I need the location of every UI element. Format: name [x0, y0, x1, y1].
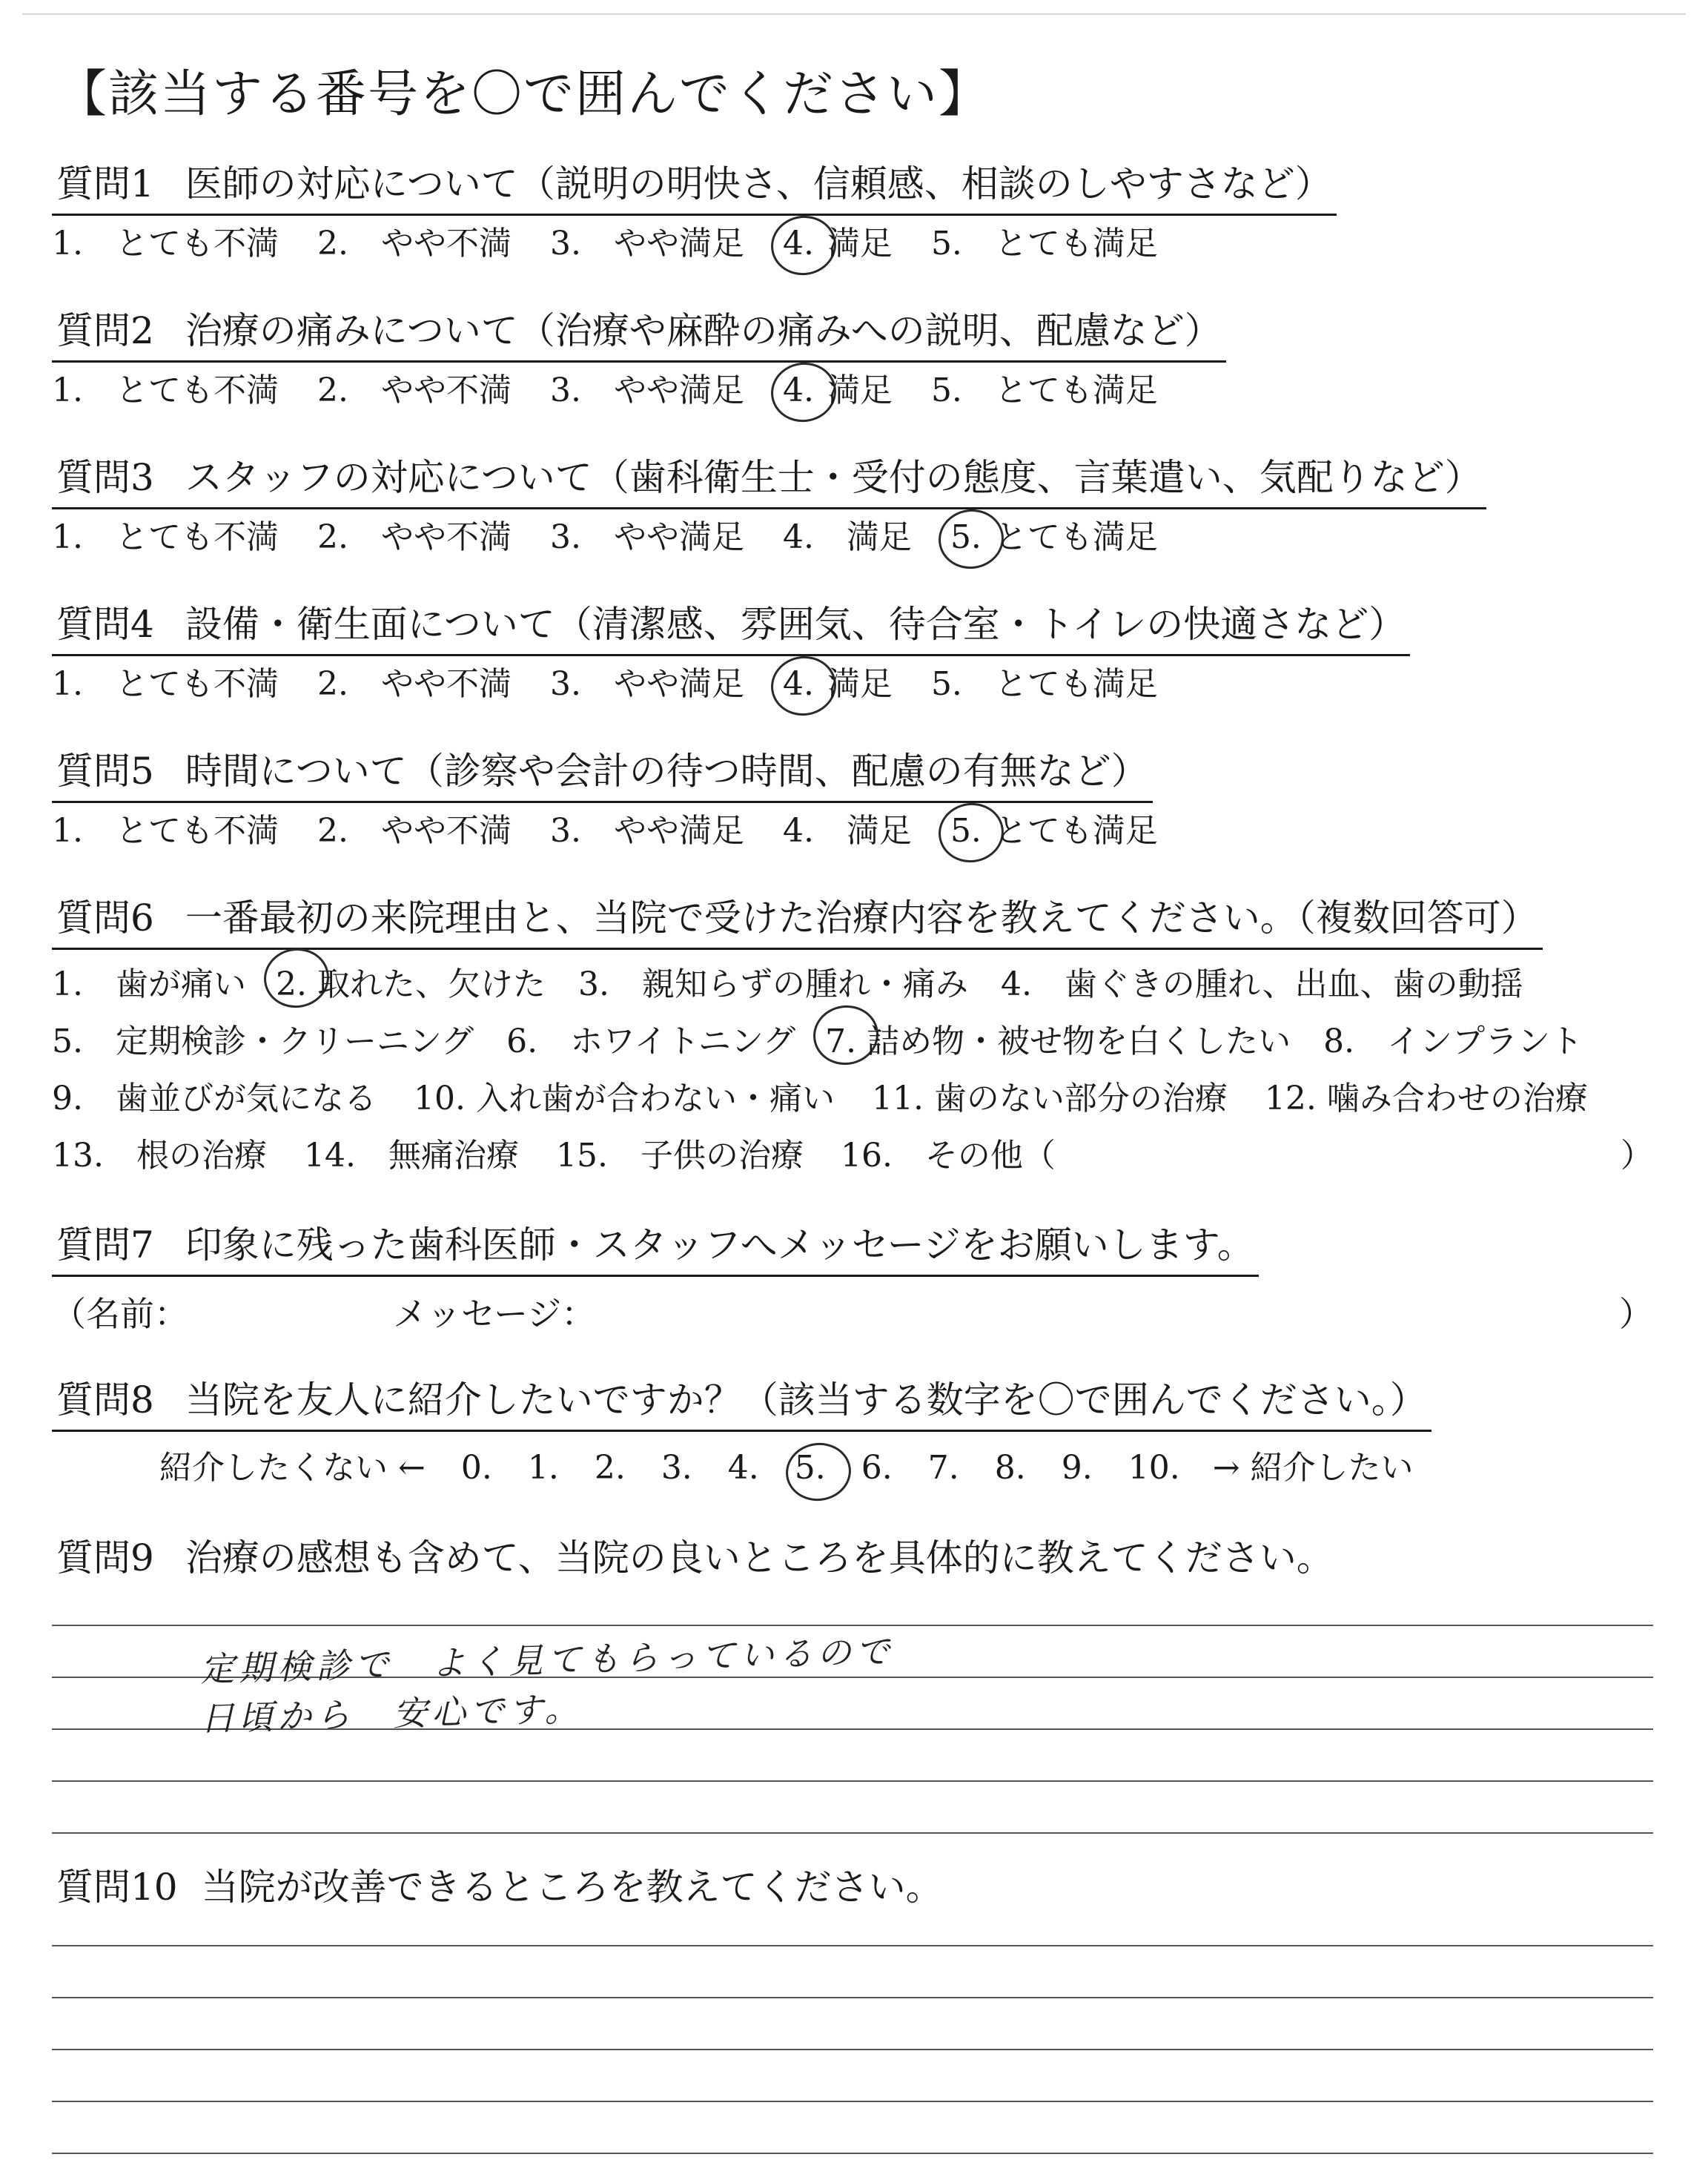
- scale-4[interactable]: 4.: [727, 1449, 759, 1487]
- option-2[interactable]: 2. やや不満: [317, 665, 512, 703]
- question-8-number: 質問8: [56, 1378, 154, 1421]
- question-6-heading: [52, 896, 1543, 950]
- question-2-number: 質問2: [56, 309, 154, 352]
- question-4-number: 質問4: [56, 603, 154, 646]
- question-4: [52, 558, 1653, 704]
- scale-3[interactable]: 3.: [661, 1449, 692, 1487]
- option-4-circled[interactable]: 4.: [782, 225, 814, 262]
- option-3[interactable]: 3. やや満足: [549, 371, 744, 409]
- answer-line: [52, 1998, 1653, 2050]
- question-4-text: 設備・衛生面について（清潔感、雰囲気、待合室・トイレの快適さなど）: [185, 603, 1406, 646]
- option-4-label[interactable]: 満足: [827, 665, 893, 703]
- reason-3[interactable]: 3. 親知らずの腫れ・痛み: [577, 965, 968, 1003]
- scale-9[interactable]: 9.: [1061, 1449, 1093, 1487]
- answer-line: [52, 1924, 1653, 1946]
- option-4-circled[interactable]: 4.: [782, 371, 814, 409]
- question-2: [52, 264, 1653, 411]
- handwritten-answer-line-1: 定期検診で よく見てもらっているので: [199, 1631, 895, 1690]
- scale-2[interactable]: 2.: [594, 1449, 626, 1487]
- option-4-label[interactable]: 満足: [827, 225, 893, 262]
- scale-1[interactable]: 1.: [527, 1449, 559, 1487]
- question-6-row-3: [52, 1070, 1653, 1127]
- question-10: [52, 1834, 1653, 2154]
- question-7-text: 印象に残った歯科医師・スタッフへメッセージをお願いします。: [185, 1223, 1254, 1266]
- question-10-answer-area[interactable]: [52, 1924, 1653, 2154]
- option-5[interactable]: 5. とても満足: [930, 665, 1158, 703]
- scale-8[interactable]: 8.: [994, 1449, 1026, 1487]
- question-8-text: 当院を友人に紹介したいですか？（該当する数字を〇で囲んでください。）: [185, 1378, 1427, 1421]
- option-5-label[interactable]: とても満足: [994, 518, 1158, 556]
- question-4-heading: [52, 602, 1410, 656]
- reason-8[interactable]: 8. インプラント: [1323, 1023, 1583, 1060]
- option-1[interactable]: 1. とても不満: [52, 225, 279, 262]
- option-3[interactable]: 3. やや満足: [549, 812, 744, 850]
- handwritten-answer-line-2: 日頃から 安心です。: [199, 1688, 584, 1739]
- question-2-options: [52, 370, 1653, 411]
- question-1-options: [52, 223, 1653, 264]
- reason-16-other[interactable]: 16. その他（: [840, 1137, 1056, 1175]
- reason-16-close-paren: ）: [1621, 1137, 1653, 1175]
- question-2-heading: [52, 308, 1226, 363]
- option-5[interactable]: 5. とても満足: [930, 225, 1158, 262]
- option-5-circled[interactable]: 5.: [950, 518, 982, 556]
- question-6-row-2: [52, 1013, 1653, 1070]
- question-2-text: 治療の痛みについて（治療や麻酔の痛みへの説明、配慮など）: [185, 309, 1222, 352]
- question-9-number: 質問9: [56, 1536, 154, 1579]
- question-7-number: 質問7: [56, 1223, 154, 1266]
- question-5-text: 時間について（診察や会計の待つ時間、配慮の有無など）: [185, 750, 1148, 793]
- question-5-heading: [52, 749, 1153, 803]
- question-10-heading: [52, 1865, 947, 1917]
- option-5[interactable]: 5. とても満足: [930, 371, 1158, 409]
- scale-7[interactable]: 7.: [927, 1449, 959, 1487]
- option-4[interactable]: 4. 満足: [782, 812, 912, 850]
- question-1: [52, 120, 1653, 264]
- question-6-text: 一番最初の来院理由と、当院で受けた治療内容を教えてください。（複数回答可）: [185, 896, 1538, 939]
- option-1[interactable]: 1. とても不満: [52, 371, 279, 409]
- option-2[interactable]: 2. やや不満: [317, 812, 512, 850]
- option-2[interactable]: 2. やや不満: [317, 371, 512, 409]
- question-6-row-1: [52, 956, 1653, 1013]
- question-6-row-4: [52, 1127, 1653, 1184]
- question-5-options: [52, 810, 1653, 851]
- reason-11[interactable]: 11. 歯のない部分の治療: [871, 1080, 1228, 1117]
- question-9-heading: [52, 1536, 1338, 1588]
- reason-13[interactable]: 13. 根の治療: [52, 1137, 267, 1175]
- reason-14[interactable]: 14. 無痛治療: [303, 1137, 519, 1175]
- question-3: [52, 411, 1653, 558]
- answer-line: [52, 2102, 1653, 2154]
- message-field-label[interactable]: メッセージ：: [393, 1294, 596, 1334]
- top-rule: [22, 13, 1686, 15]
- scale-10[interactable]: 10.: [1128, 1449, 1180, 1487]
- question-9-text: 治療の感想も含めて、当院の良いところを具体的に教えてください。: [185, 1536, 1334, 1579]
- option-3[interactable]: 3. やや満足: [549, 518, 744, 556]
- question-3-heading: [52, 455, 1486, 509]
- reason-6[interactable]: 6. ホワイトニング: [506, 1023, 796, 1060]
- scale-5-circled[interactable]: 5.: [794, 1449, 826, 1487]
- option-3[interactable]: 3. やや満足: [549, 225, 744, 262]
- question-7: [52, 1184, 1653, 1336]
- question-6-number: 質問6: [56, 896, 154, 939]
- question-6-options: [52, 956, 1653, 1184]
- question-1-text: 医師の対応について（説明の明快さ、信頼感、相談のしやすさなど）: [185, 162, 1332, 205]
- survey-form: [52, 44, 1653, 2154]
- reason-10[interactable]: 10. 入れ歯が合わない・痛い: [413, 1080, 835, 1117]
- option-5-circled[interactable]: 5.: [950, 812, 982, 850]
- question-1-number: 質問1: [56, 162, 154, 205]
- question-5: [52, 704, 1653, 851]
- option-4[interactable]: 4. 満足: [782, 518, 912, 556]
- question-6: [52, 851, 1653, 1184]
- name-field-label[interactable]: （名前：: [52, 1294, 188, 1334]
- question-3-number: 質問3: [56, 456, 154, 499]
- scale-left-label: 紹介したくない ←: [159, 1449, 426, 1487]
- recommend-scale: [159, 1441, 1653, 1488]
- question-9-answer-area[interactable]: [52, 1595, 1653, 1834]
- option-3[interactable]: 3. やや満足: [549, 665, 744, 703]
- reason-5[interactable]: 5. 定期検診・クリーニング: [52, 1023, 474, 1060]
- reason-2-circled[interactable]: 2.: [276, 956, 307, 1013]
- scale-6[interactable]: 6.: [861, 1449, 893, 1487]
- question-8-heading: [52, 1378, 1431, 1432]
- message-close-paren: ）: [1619, 1294, 1653, 1334]
- question-3-options: [52, 517, 1653, 558]
- question-7-fields: [52, 1287, 1653, 1336]
- form-title: 【該当する番号を〇で囲んでください】: [56, 65, 991, 124]
- reason-7-circled[interactable]: 7.: [825, 1013, 856, 1070]
- question-8: [52, 1336, 1653, 1488]
- option-2[interactable]: 2. やや不満: [317, 225, 512, 262]
- option-5-label[interactable]: とても満足: [994, 812, 1158, 850]
- option-2[interactable]: 2. やや不満: [317, 518, 512, 556]
- question-1-heading: [52, 162, 1337, 216]
- question-4-options: [52, 664, 1653, 704]
- option-1[interactable]: 1. とても不満: [52, 518, 279, 556]
- question-9: [52, 1488, 1653, 1834]
- option-4-label[interactable]: 満足: [827, 371, 893, 409]
- reason-7-label[interactable]: 詰め物・被せ物を白くしたい: [867, 1023, 1291, 1060]
- option-1[interactable]: 1. とても不満: [52, 665, 279, 703]
- option-1[interactable]: 1. とても不満: [52, 812, 279, 850]
- question-3-text: スタッフの対応について（歯科衛生士・受付の態度、言葉遣い、気配りなど）: [185, 456, 1482, 499]
- answer-line: [52, 2050, 1653, 2102]
- scale-right-label: → 紹介したい: [1212, 1449, 1414, 1487]
- question-10-number: 質問10: [56, 1866, 178, 1909]
- reason-15[interactable]: 15. 子供の治療: [555, 1137, 804, 1175]
- reason-2-label[interactable]: 取れた、欠けた: [317, 965, 546, 1003]
- answer-line: [52, 1595, 1653, 1626]
- reason-1[interactable]: 1. 歯が痛い: [52, 965, 246, 1003]
- question-10-text: 当院が改善できるところを教えてください。: [201, 1866, 943, 1909]
- question-7-heading: [52, 1223, 1259, 1277]
- option-4-circled[interactable]: 4.: [782, 665, 814, 703]
- scale-0[interactable]: 0.: [460, 1449, 492, 1487]
- answer-line: [52, 1782, 1653, 1834]
- reason-9[interactable]: 9. 歯並びが気になる: [52, 1080, 377, 1117]
- question-5-number: 質問5: [56, 750, 154, 793]
- answer-line: [52, 1946, 1653, 1998]
- reason-12[interactable]: 12. 噛み合わせの治療: [1264, 1080, 1588, 1117]
- reason-4[interactable]: 4. 歯ぐきの腫れ、出血、歯の動揺: [1000, 965, 1523, 1003]
